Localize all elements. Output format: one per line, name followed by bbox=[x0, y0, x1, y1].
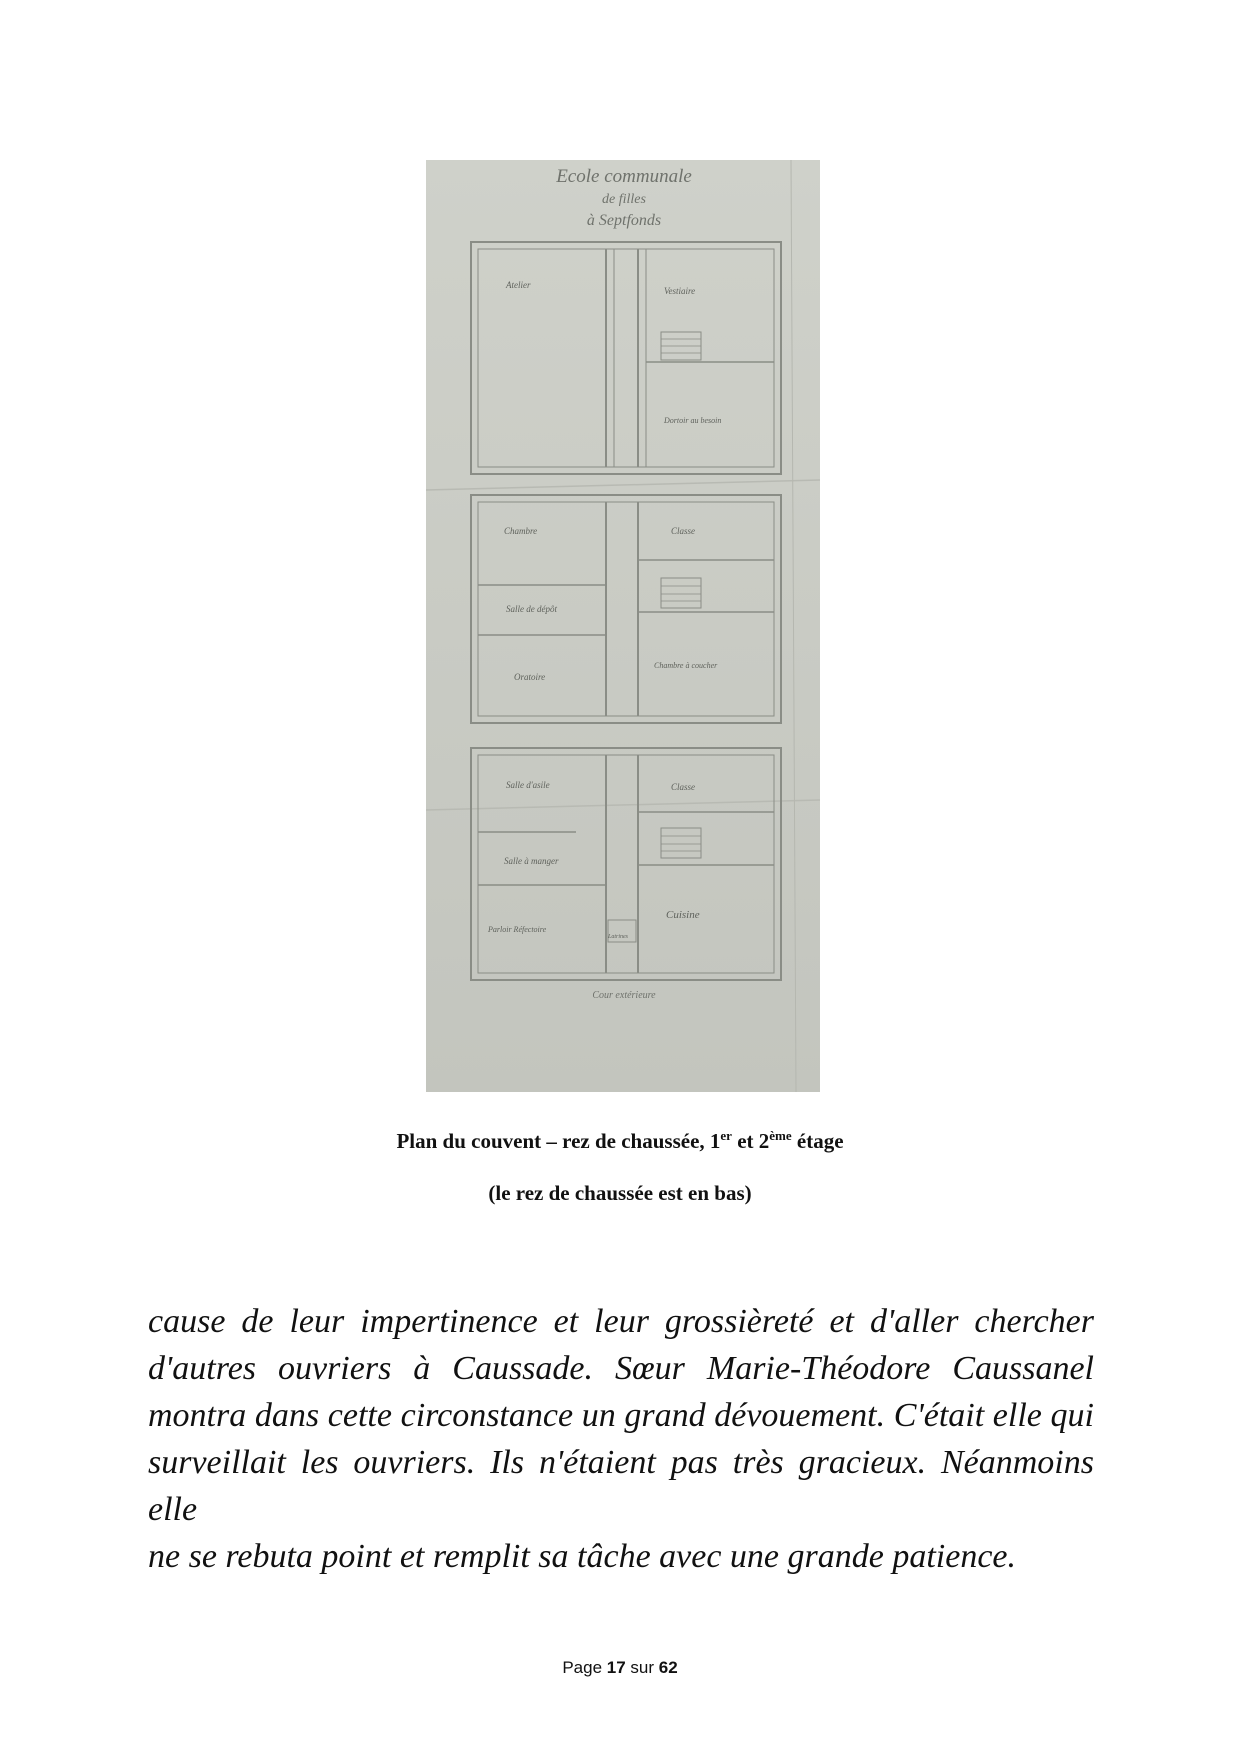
plan-title-line-3: à Septfonds bbox=[586, 212, 662, 229]
body-paragraph bbox=[148, 1298, 1094, 1580]
footer-prefix: Page bbox=[562, 1658, 607, 1677]
body-line-5: ne se rebuta point et remplit sa tâche avec une grande patience. bbox=[148, 1538, 1017, 1575]
caption-sup-2: ème bbox=[769, 1128, 792, 1143]
plan-room-salle-depot: Salle de dépôt bbox=[506, 604, 557, 614]
caption-prefix: Plan du couvent – rez de chaussée, 1 bbox=[396, 1129, 721, 1153]
plan-room-parloir: Parloir Réfectoire bbox=[488, 925, 547, 934]
floor-plan-image bbox=[426, 160, 820, 1092]
plan-room-classe-bottom: Classe bbox=[671, 782, 696, 792]
plan-room-dortoir: Dortoir au besoin bbox=[664, 416, 722, 425]
body-line-3: montra dans cette circonstance un grand dévouement. C'était elle qui bbox=[148, 1397, 1094, 1434]
plan-room-atelier: Atelier bbox=[506, 280, 531, 290]
plan-room-classe-mid: Classe bbox=[671, 526, 696, 536]
figure-caption-line-1 bbox=[0, 1128, 1240, 1154]
plan-bottom-note: Cour extérieure bbox=[592, 990, 656, 1001]
plan-room-cuisine: Cuisine bbox=[666, 909, 700, 921]
plan-room-oratoire: Oratoire bbox=[514, 672, 546, 682]
plan-title-line-1: Ecole communale bbox=[556, 166, 692, 187]
plan-room-salle-asile: Salle d'asile bbox=[506, 780, 550, 790]
plan-room-salle-manger: Salle à manger bbox=[504, 856, 559, 866]
figure-caption-line-2: (le rez de chaussée est en bas) bbox=[488, 1181, 752, 1205]
caption-middle: et 2 bbox=[731, 1129, 770, 1153]
plan-room-vestiaire: Vestiaire bbox=[664, 286, 696, 296]
caption-suffix: étage bbox=[791, 1129, 844, 1153]
footer-middle: sur bbox=[625, 1658, 659, 1677]
plan-room-latrines: Latrines bbox=[608, 934, 629, 940]
plan-room-chambre-coucher: Chambre à coucher bbox=[654, 661, 718, 670]
body-line-2: d'autres ouvriers à Caussade. Sœur Marie-Théodore Caussanel bbox=[148, 1350, 1094, 1387]
body-line-1: cause de leur impertinence et leur grossièreté et d'aller chercher bbox=[148, 1303, 1094, 1340]
floor-plan-drawing bbox=[426, 160, 820, 1092]
body-line-4: surveillait les ouvriers. Ils n'étaient pas très gracieux. Néanmoins elle bbox=[148, 1444, 1094, 1528]
footer-current-page: 17 bbox=[606, 1658, 626, 1677]
caption-sup-1: er bbox=[720, 1128, 732, 1143]
page-footer bbox=[0, 1658, 1240, 1678]
footer-total-pages: 62 bbox=[658, 1658, 678, 1677]
plan-room-chambre: Chambre bbox=[504, 526, 538, 536]
plan-title-line-2: de filles bbox=[602, 192, 646, 207]
